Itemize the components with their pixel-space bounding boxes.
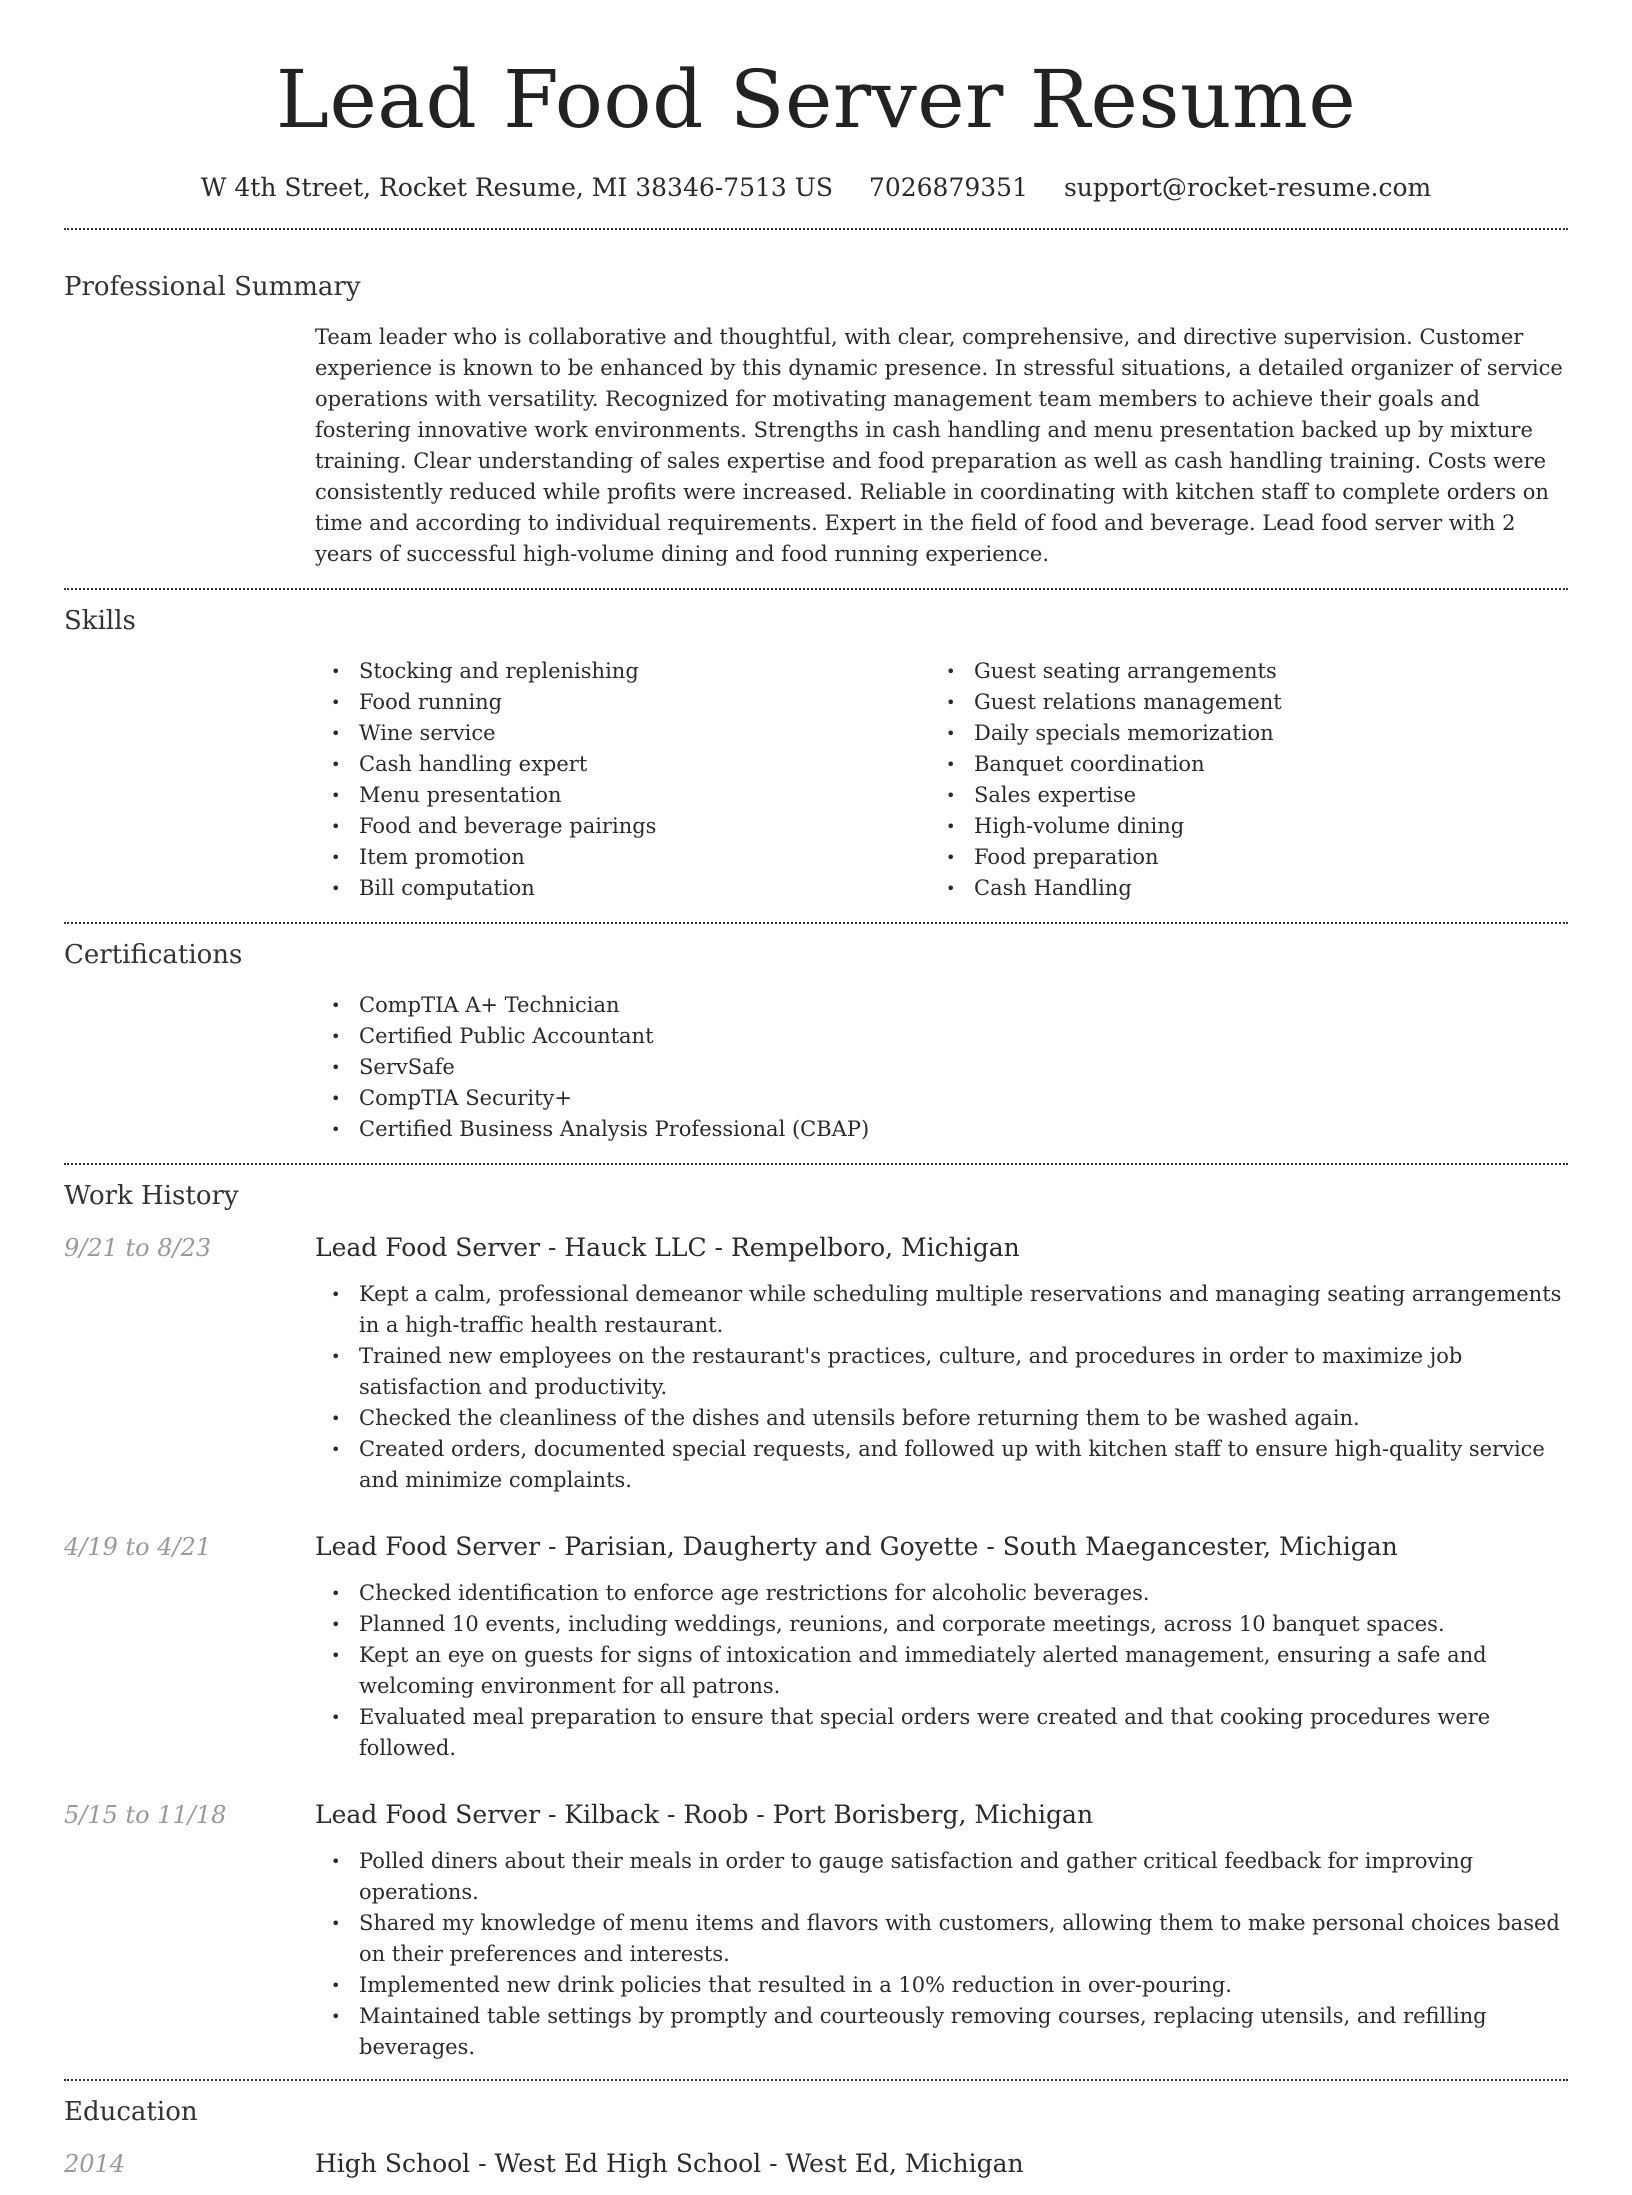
job-date: 5/15 to 11/18 (64, 1801, 227, 1829)
certification-item: • Certified Public Accountant (315, 1021, 1568, 1052)
job-bullet: • Checked identification to enforce age restrictions for alcoholic beverages. (315, 1578, 1568, 1609)
certifications-section (64, 924, 1568, 1163)
skill-item: • Food preparation (930, 842, 1545, 873)
skill-item: • Food and beverage pairings (315, 811, 930, 842)
skill-item: • Banquet coordination (930, 749, 1545, 780)
education-title: High School - West Ed High School - West Ed, Michigan (315, 2149, 1024, 2178)
education-section (64, 2081, 1568, 2195)
skill-item: • Sales expertise (930, 780, 1545, 811)
skill-item: • Bill computation (315, 873, 930, 904)
job-date: 9/21 to 8/23 (64, 1234, 212, 1262)
skills-section (64, 590, 1568, 922)
job-date: 4/19 to 4/21 (64, 1533, 212, 1561)
skill-item: • Guest relations management (930, 687, 1545, 718)
job-title: Lead Food Server - Kilback - Roob - Port Borisberg, Michigan (315, 1800, 1094, 1829)
job-bullet: • Implemented new drink policies that resulted in a 10% reduction in over-pouring. (315, 1970, 1568, 2001)
contact-email: support@rocket-resume.com (1063, 173, 1432, 202)
job-bullet: • Planned 10 events, including weddings, reunions, and corporate meetings, across 10 banquet spaces. (315, 1609, 1568, 1640)
skill-item: • Menu presentation (315, 780, 930, 811)
contact-phone: 7026879351 (868, 173, 1028, 202)
job-bullet: • Created orders, documented special requests, and followed up with kitchen staff to ensure high-quality service and minimize complaints. (315, 1434, 1568, 1496)
job-bullet: • Kept an eye on guests for signs of intoxication and immediately alerted management, ensuring a safe and welcoming environment for all patrons. (315, 1640, 1568, 1702)
certification-item: • Certified Business Analysis Professional (CBAP) (315, 1114, 1568, 1145)
contact-line (64, 172, 1568, 204)
page-title: Lead Food Server Resume (275, 53, 1357, 146)
certification-item: • CompTIA Security+ (315, 1083, 1568, 1114)
summary-section (64, 230, 1568, 588)
skill-item: • Cash Handling (930, 873, 1545, 904)
job-title: Lead Food Server - Parisian, Daugherty and Goyette - South Maegancester, Michigan (315, 1532, 1398, 1561)
education-date: 2014 (64, 2150, 126, 2178)
certifications-list (315, 990, 1568, 1145)
certification-item: • ServSafe (315, 1052, 1568, 1083)
jobs-list (64, 1231, 1568, 2063)
section-title-education: Education (64, 2097, 198, 2127)
job-bullets (315, 1846, 1568, 2063)
job-bullet: • Checked the cleanliness of the dishes and utensils before returning them to be washed again. (315, 1403, 1568, 1434)
skill-item: • Stocking and replenishing (315, 656, 930, 687)
job-bullets (315, 1578, 1568, 1764)
section-title-certifications: Certifications (64, 940, 243, 970)
skill-item: • Daily specials memorization (930, 718, 1545, 749)
job-entry (64, 1231, 1568, 1496)
skills-list-left (315, 656, 930, 904)
job-bullet: • Shared my knowledge of menu items and flavors with customers, allowing them to make personal choices based on their preferences and interests. (315, 1908, 1568, 1970)
work-section (64, 1165, 1568, 2063)
job-bullets (315, 1279, 1568, 1496)
job-bullet: • Trained new employees on the restaurant's practices, culture, and procedures in order to maximize job satisfaction and productivity. (315, 1341, 1568, 1403)
education-entry (64, 2147, 1568, 2195)
skill-item: • Guest seating arrangements (930, 656, 1545, 687)
skills-list-right (930, 656, 1545, 904)
job-title: Lead Food Server - Hauck LLC - Rempelboro, Michigan (315, 1233, 1020, 1262)
skill-item: • Item promotion (315, 842, 930, 873)
job-bullet: • Kept a calm, professional demeanor while scheduling multiple reservations and managing seating arrangements in a high-traffic health restaurant. (315, 1279, 1568, 1341)
skill-item: • High-volume dining (930, 811, 1545, 842)
job-bullet: • Polled diners about their meals in order to gauge satisfaction and gather critical feedback for improving operations. (315, 1846, 1568, 1908)
section-title-work: Work History (64, 1181, 239, 1211)
job-bullet: • Maintained table settings by promptly and courteously removing courses, replacing utensils, and refilling beverages. (315, 2001, 1568, 2063)
resume-header (64, 0, 1568, 204)
education-list (64, 2147, 1568, 2195)
summary-text: Team leader who is collaborative and thoughtful, with clear, comprehensive, and directive supervision. Customer experience is known to be enhanced by this dynamic presence. In stressful situations, a detailed organizer of service operations with versatility. Recognized for motivating management team members to achieve their goals and fostering innovative work environments. Strengths in cash handling and menu presentation backed up by mixture training. Clear understanding of sales expertise and food preparation as well as cash handling training. Costs were consistently reduced while profits were increased. Reliable in coordinating with kitchen staff to complete orders on time and according to individual requirements. Expert in the field of food and beverage. Lead food server with 2 years of successful high-volume dining and food running experience. (315, 325, 1563, 566)
job-entry (64, 1798, 1568, 2063)
job-entry (64, 1530, 1568, 1764)
job-bullet: • Evaluated meal preparation to ensure that special orders were created and that cooking procedures were followed. (315, 1702, 1568, 1764)
section-title-summary: Professional Summary (64, 272, 361, 302)
certification-item: • CompTIA A+ Technician (315, 990, 1568, 1021)
skill-item: • Food running (315, 687, 930, 718)
skill-item: • Cash handling expert (315, 749, 930, 780)
section-title-skills: Skills (64, 606, 136, 636)
contact-address: W 4th Street, Rocket Resume, MI 38346-7513 US (200, 173, 833, 202)
skill-item: • Wine service (315, 718, 930, 749)
